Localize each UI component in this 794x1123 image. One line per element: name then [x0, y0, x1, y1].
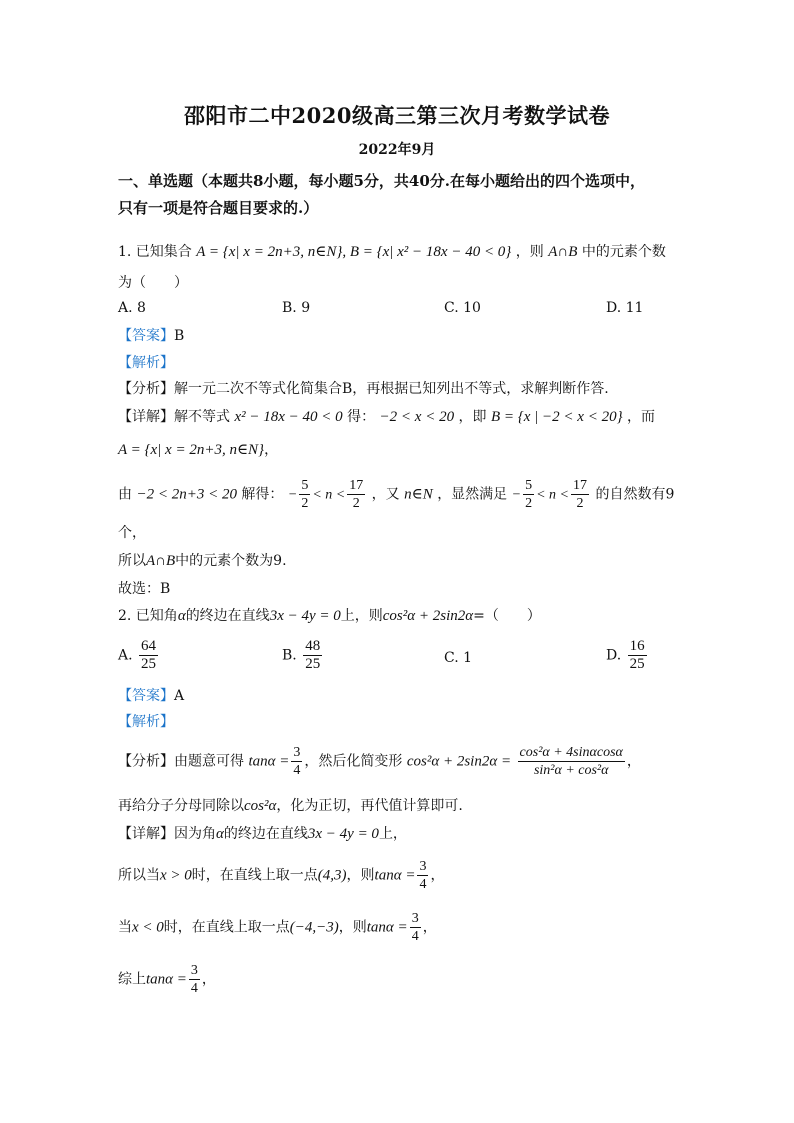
- q2-stem: [118, 606, 541, 626]
- q1-fenxi: [118, 379, 609, 399]
- exam-date: 2022年9月: [358, 142, 436, 158]
- q2-point: (−4,−3): [289, 919, 339, 936]
- q1-xj-text: 所以: [118, 553, 146, 569]
- q2-xj-text: 当: [118, 919, 132, 936]
- q2-tan: tanα =: [146, 971, 187, 988]
- q2-fenxi: [118, 744, 641, 779]
- denominator: 4: [293, 763, 301, 778]
- section-heading-line1: 一、单选题（本题共8小题，每小题5分，共40分.在每小题给出的四个选项中，: [118, 172, 645, 190]
- q2-analysis-tag: 【解析】: [118, 714, 174, 730]
- numerator: 3: [419, 859, 427, 874]
- q2-tan: tanα =: [374, 867, 416, 884]
- fraction: [299, 477, 310, 512]
- numerator: 48: [305, 638, 321, 654]
- denominator: 2: [352, 496, 360, 511]
- q1-xj-text: 得：: [347, 409, 376, 425]
- q1-cap: A∩B: [146, 553, 176, 569]
- q2-tan: tanα =: [248, 753, 290, 770]
- q2-line-equation: 3x − 4y = 0: [307, 826, 379, 842]
- q1-xiangjie-line2: [118, 440, 278, 460]
- numerator: 3: [190, 963, 198, 978]
- q1-ineq-mid: < n <: [536, 487, 569, 503]
- q1-inequality: x² − 18x − 40 < 0: [234, 409, 343, 425]
- q1-setA: A = {x| x = 2n+3, n∈N}: [118, 442, 265, 458]
- q2-alpha: α: [177, 608, 186, 624]
- q1-stem-end: 中的元素个数: [581, 244, 666, 260]
- q1-ineq-mid: < n <: [312, 487, 346, 503]
- q1-minus: −: [511, 487, 522, 503]
- q2-option-b: [282, 638, 324, 673]
- q2-condition: x > 0: [160, 867, 192, 884]
- denominator: 25: [141, 656, 157, 672]
- q1-xj-text: 解得：: [241, 486, 284, 503]
- q1-solution: −2 < x < 20: [379, 409, 455, 425]
- q2-xiangjie-line3: [118, 910, 437, 945]
- denominator: 2: [525, 496, 533, 511]
- q1-xiangjie-line3: [118, 477, 674, 512]
- q1-option-d: D. 11: [606, 300, 644, 316]
- q2-xj-text: 时，在直线上取一点: [191, 867, 318, 884]
- denominator: 2: [301, 496, 309, 511]
- q2-xj-text: 因为角: [174, 826, 216, 842]
- q2-fenxi-line2: [118, 796, 463, 816]
- fraction: [347, 477, 365, 512]
- q2-xiangjie-line4: [118, 962, 216, 997]
- fraction: [628, 638, 647, 673]
- numerator: 3: [293, 745, 301, 760]
- denominator: 4: [411, 929, 419, 944]
- q1-conclusion: 故选：B: [118, 581, 171, 597]
- q1-xj-text: 的自然数有9: [595, 486, 675, 503]
- q1-xj-text: ，即: [458, 409, 487, 425]
- q2-xj-text: 时，在直线上取一点: [163, 919, 290, 936]
- q2-answer-tag: 【答案】: [118, 688, 174, 704]
- denominator: 25: [629, 656, 645, 672]
- numerator: 5: [525, 478, 533, 493]
- numerator: 17: [573, 478, 587, 493]
- q2-fx-text: ，: [626, 753, 641, 770]
- denominator: 4: [419, 877, 427, 892]
- q2-xj-text: 上，: [378, 826, 407, 842]
- fraction: [139, 638, 158, 673]
- fraction: [518, 744, 625, 779]
- q1-xiangjie-line4: 个，: [118, 525, 146, 541]
- denominator: 25: [305, 656, 321, 672]
- q1-xj-text: 中的元素个数为9.: [175, 553, 287, 569]
- q2-option-c: C. 1: [444, 650, 473, 666]
- q1-analysis-tag: 【解析】: [118, 355, 174, 371]
- q2-condition: x < 0: [132, 919, 164, 936]
- q1-fenxi-text: 解一元二次不等式化简集合B，再根据已知列出不等式，求解判断作答.: [174, 381, 609, 397]
- q2-fx-text: 由题意可得: [174, 753, 244, 770]
- q2-expression: cos²α + 2sin2α =: [406, 753, 512, 770]
- q2-alpha: α: [216, 826, 224, 842]
- q2-xj-text: 综上: [118, 971, 146, 988]
- q1-stem-line2: 为（ ）: [118, 275, 188, 291]
- q1-option-b: B. 9: [282, 300, 311, 316]
- fraction: [410, 910, 421, 945]
- q2-stem-text: 的终边在直线: [185, 608, 270, 624]
- q1-xiangjie-tag: 【详解】: [118, 409, 174, 425]
- fraction: [417, 858, 428, 893]
- q1-setB: B = {x | −2 < x < 20}: [490, 409, 623, 425]
- q2-option-d: [606, 638, 649, 673]
- option-label: A.: [118, 647, 133, 664]
- q2-fx-text: ，然后化简变形: [304, 753, 403, 770]
- q2-xiangjie-line2: [118, 858, 444, 893]
- q2-xiangjie-tag: 【详解】: [118, 826, 174, 842]
- q1-answer-value: B: [174, 328, 185, 344]
- q2-line-equation: 3x − 4y = 0: [269, 608, 341, 624]
- q2-cos-sq: cos²α: [244, 798, 277, 814]
- q2-answer-value: A: [174, 688, 185, 704]
- q2-stem-text: 上，则: [340, 608, 383, 624]
- q1-n-natural: n∈N: [404, 486, 433, 503]
- q2-tan: tanα =: [366, 919, 408, 936]
- q1-cap: A∩B: [548, 244, 578, 260]
- q2-expression: cos²α + 2sin2α: [382, 608, 474, 624]
- q1-xj-text: ，: [264, 442, 279, 458]
- q1-option-a: A. 8: [118, 300, 146, 316]
- q2-xj-text: ，: [430, 867, 445, 884]
- numerator: 3: [411, 911, 419, 926]
- numerator: 64: [141, 638, 157, 654]
- q2-xj-text: ，: [201, 971, 216, 988]
- fraction: [291, 744, 302, 779]
- q1-option-c: C. 10: [444, 300, 481, 316]
- q2-xj-text: ，则: [338, 919, 367, 936]
- q2-xj-text: ，: [422, 919, 437, 936]
- option-label: B.: [282, 647, 297, 664]
- section-heading-line2: 只有一项是符合题目要求的.）: [118, 199, 319, 217]
- q1-minus: −: [287, 487, 298, 503]
- numerator: 5: [301, 478, 309, 493]
- q2-fx-text: 再给分子分母同除以: [118, 798, 244, 814]
- q1-stem: [118, 242, 666, 262]
- q1-xiangjie-line5: [118, 551, 287, 571]
- q1-xj-text: ，又: [371, 486, 400, 503]
- fraction: [571, 477, 589, 512]
- q2-fx-text: ，化为正切，再代值计算即可.: [276, 798, 463, 814]
- q1-xj-text: ，显然满足: [437, 486, 508, 503]
- option-label: D.: [606, 647, 622, 664]
- q1-sets: A = {x| x = 2n+3, n∈N}, B = {x| x² − 18x − 40 < 0}: [196, 244, 512, 260]
- fraction: [189, 962, 200, 997]
- q1-fenxi-tag: 【分析】: [118, 381, 174, 397]
- q2-fenxi-tag: 【分析】: [118, 753, 174, 770]
- q2-answer: [118, 686, 184, 706]
- q1-range: −2 < 2n+3 < 20: [136, 486, 237, 503]
- q1-stem-suffix: ，则: [515, 244, 544, 260]
- q2-stem-text: 2. 已知角: [118, 608, 178, 624]
- q1-xj-text: 由: [118, 486, 132, 503]
- q1-answer: [118, 326, 184, 346]
- q1-xj-text: ，而: [627, 409, 656, 425]
- fraction: [523, 477, 534, 512]
- denominator: 4: [190, 981, 198, 996]
- fraction: [303, 638, 322, 673]
- q2-xiangjie-line1: [118, 824, 407, 844]
- q2-point: (4,3): [317, 867, 347, 884]
- q2-option-a: [118, 638, 160, 673]
- q1-answer-tag: 【答案】: [118, 328, 174, 344]
- denominator: sin²α + cos²α: [533, 763, 609, 778]
- denominator: 2: [576, 496, 584, 511]
- q2-xj-text: 所以当: [118, 867, 160, 884]
- q2-xj-text: ，则: [346, 867, 375, 884]
- q2-xj-text: 的终边在直线: [223, 826, 308, 842]
- q1-xiangjie-line1: [118, 407, 655, 427]
- q1-stem-prefix: 1. 已知集合: [118, 244, 192, 260]
- numerator: cos²α + 4sinαcosα: [519, 745, 623, 760]
- page-title: 邵阳市二中2020级高三第三次月考数学试卷: [184, 103, 610, 128]
- q1-xj-text: 解不等式: [174, 409, 230, 425]
- numerator: 16: [629, 638, 645, 654]
- q2-stem-text: =（ ）: [473, 608, 541, 624]
- numerator: 17: [349, 478, 364, 493]
